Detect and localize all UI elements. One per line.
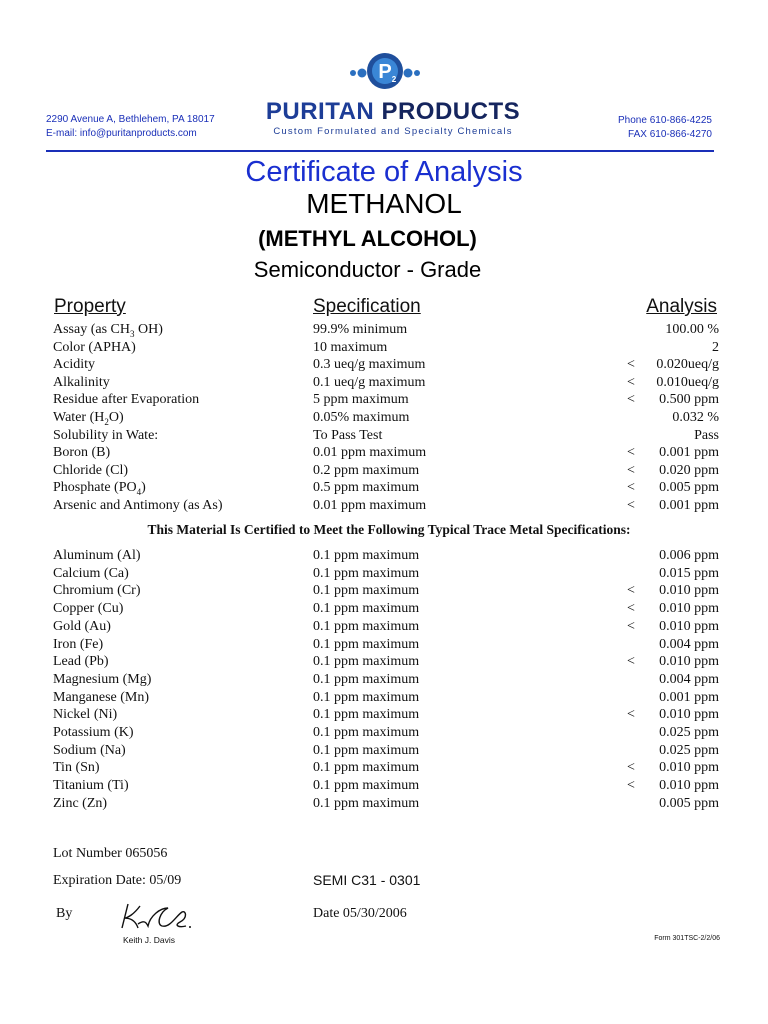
specification-value: 0.1 ppm maximum [313,671,420,687]
analysis-value: 0.010 ppm [659,707,719,723]
less-than-marker: < [627,392,635,408]
specification-value: 0.1 ppm maximum [313,654,420,670]
table-row [0,742,768,760]
property-name: Nickel (Ni) [53,707,118,723]
analysis-value: 0.005 ppm [659,795,719,811]
logo-subscript: 2 [391,75,397,84]
analysis-value: 0.010 ppm [659,760,719,776]
brand-name-part2: PRODUCTS [381,98,521,125]
analysis-value: 0.010 ppm [659,618,719,634]
analysis-value: 2 [712,339,719,355]
company-email: E-mail: info@puritanproducts.com [46,128,197,139]
table-row [0,653,768,671]
analysis-value: 0.001 ppm [659,689,719,705]
analysis-value: 0.025 ppm [659,725,719,740]
table-row [0,391,768,409]
less-than-marker: < [627,618,635,634]
less-than-marker: < [627,583,635,599]
analysis-value: 100.00 % [665,322,719,337]
analysis-value: 0.004 ppm [659,671,719,687]
table-row [0,706,768,724]
expiration-date: Expiration Date: 05/09 [53,873,182,888]
analysis-value: 0.032 % [672,410,719,425]
brand-block [248,98,538,138]
analysis-value: 0.010 ppm [659,778,719,794]
property-name: Aluminum (Al) [53,548,141,563]
property-name: Color (APHA) [53,339,136,355]
table-row [0,724,768,742]
property-name: Titanium (Ti) [53,778,129,794]
analysis-value: 0.001 ppm [659,445,719,461]
table-row [0,636,768,654]
specification-value: 0.1 ppm maximum [313,689,420,705]
column-header-property: Property [54,296,126,317]
specification-value: 0.1 ppm maximum [313,760,420,776]
property-name: Potassium (K) [53,725,134,740]
certificate-date: Date 05/30/2006 [313,906,407,921]
column-header-specification: Specification [313,296,421,317]
less-than-marker: < [627,760,635,776]
specification-value: 0.1 ppm maximum [313,778,420,794]
property-name: Water $(H_2O)$ [53,410,124,427]
analysis-value: 0.004 ppm [659,636,719,652]
property-name: Calcium (Ca) [53,565,129,581]
specification-value: 0.5 ppm maximum [313,480,420,496]
specification-value: 0.1 ppm maximum [313,795,420,811]
less-than-marker: < [627,778,635,794]
specification-value: 0.1 ppm maximum [313,618,420,634]
logo-letter: P [378,61,392,83]
table-row [0,600,768,618]
specification-value: 0.1 ppm maximum [313,742,420,758]
table-row [0,618,768,636]
company-fax: FAX 610-866-4270 [628,129,712,140]
specification-value: 0.2 ppm maximum [313,462,420,478]
signature-icon [116,898,200,934]
signer-name: Keith J. Davis [123,935,175,945]
less-than-marker: < [627,374,635,390]
table-row [0,409,768,427]
table-row [0,374,768,392]
by-label: By [56,906,73,921]
less-than-marker: < [627,707,635,723]
table-row [0,339,768,357]
less-than-marker: < [627,654,635,670]
property-name: Lead (Pb) [53,654,109,670]
semi-standard: SEMI C31 - 0301 [313,872,421,888]
company-phone: Phone 610-866-4225 [618,115,712,126]
table-row [0,497,768,515]
product-grade: Semiconductor - Grade [253,257,482,282]
contact-block [618,114,712,142]
property-name: Manganese (Mn) [53,689,150,705]
table-row [0,777,768,795]
analysis-value: 0.020 ppm [659,462,719,478]
specification-value: 0.1 ppm maximum [313,725,420,740]
property-name: Tin (Sn) [53,760,100,776]
certificate-title: Certificate of Analysis [245,156,523,188]
brand-tagline: Custom Formulated and Specialty Chemicals [273,126,513,137]
specification-value: 0.01 ppm maximum [313,445,427,461]
company-address-block [46,113,215,141]
table-row [0,759,768,777]
table-row [0,565,768,583]
table-row [0,547,768,565]
property-name: Boron (B) [53,445,111,461]
product-alias: (METHYL ALCOHOL) [258,226,477,251]
table-row [0,689,768,707]
analysis-value: 0.020ueq/g [656,357,719,373]
property-name: Zinc (Zn) [53,795,108,811]
analysis-value: 0.015 ppm [659,565,719,581]
specification-value: 0.1 ppm maximum [313,548,420,563]
less-than-marker: < [627,462,635,478]
less-than-marker: < [627,357,635,373]
analysis-value: Pass [694,427,719,443]
specification-value: 0.3 ueq/g maximum [313,357,426,373]
property-name: Gold (Au) [53,618,111,634]
analysis-value: 0.025 ppm [659,742,719,758]
product-name: METHANOL [306,188,462,219]
property-name: Copper (Cu) [53,601,124,617]
less-than-marker: < [627,601,635,617]
analysis-value: 0.010ueq/g [656,374,719,390]
table-row [0,356,768,374]
company-address: 2290 Avenue A, Bethlehem, PA 18017 [46,114,215,125]
brand-name [248,98,538,126]
specification-value: 0.05% maximum [313,410,410,425]
specification-value: 5 ppm maximum [313,392,409,408]
specification-value: 0.1 ueq/g maximum [313,374,426,390]
table-row [0,479,768,497]
analysis-value: 0.006 ppm [659,548,719,563]
analysis-value: 0.500 ppm [659,392,719,408]
specification-value: 0.01 ppm maximum [313,498,427,513]
trace-metals-heading: This Material Is Certified to Meet the Following Typical Trace Metal Specifications: [147,522,631,537]
table-row [0,427,768,445]
less-than-marker: < [627,445,635,461]
analysis-value: 0.010 ppm [659,654,719,670]
form-number: Form 301TSC-2/2/06 [654,935,720,942]
property-name: Sodium (Na) [53,742,126,758]
property-name: Acidity [53,357,95,373]
property-name: Magnesium (Mg) [53,671,152,687]
header-divider [46,150,714,152]
brand-name-part1: PURITAN [265,98,375,125]
less-than-marker: < [627,498,635,513]
table-row [0,582,768,600]
less-than-marker: < [627,480,635,496]
specification-value: 0.1 ppm maximum [313,583,420,599]
property-name: Residue after Evaporation [53,392,200,408]
table-row [0,795,768,813]
specification-value: 99.9% minimum [313,322,408,337]
property-name: Iron (Fe) [53,636,104,652]
property-name: Assay (as $CH_3$ OH) [53,322,163,339]
property-name: Chromium (Cr) [53,583,141,599]
analysis-value: 0.010 ppm [659,601,719,617]
specification-value: 0.1 ppm maximum [313,707,420,723]
table-row [0,444,768,462]
specification-value: To Pass Test [313,427,383,443]
analysis-value: 0.010 ppm [659,583,719,599]
specification-value: 10 maximum [313,339,388,355]
table-row [0,671,768,689]
property-name: Alkalinity [53,374,110,390]
lot-number: Lot Number 065056 [53,846,168,861]
analysis-value: 0.005 ppm [659,480,719,496]
specification-value: 0.1 ppm maximum [313,565,420,581]
puritan-logo-icon [345,44,425,100]
property-name: Solubility in Wate: [53,427,159,443]
property-name: Chloride (Cl) [53,462,129,478]
property-name: Phosphate $(PO_4)$ [53,480,146,498]
table-row [0,321,768,339]
analysis-value: 0.001 ppm [659,498,719,513]
specification-value: 0.1 ppm maximum [313,601,420,617]
table-row [0,462,768,480]
column-header-analysis: Analysis [646,296,717,317]
specification-value: 0.1 ppm maximum [313,636,420,652]
property-name: Arsenic and Antimony (as As) [53,498,223,513]
